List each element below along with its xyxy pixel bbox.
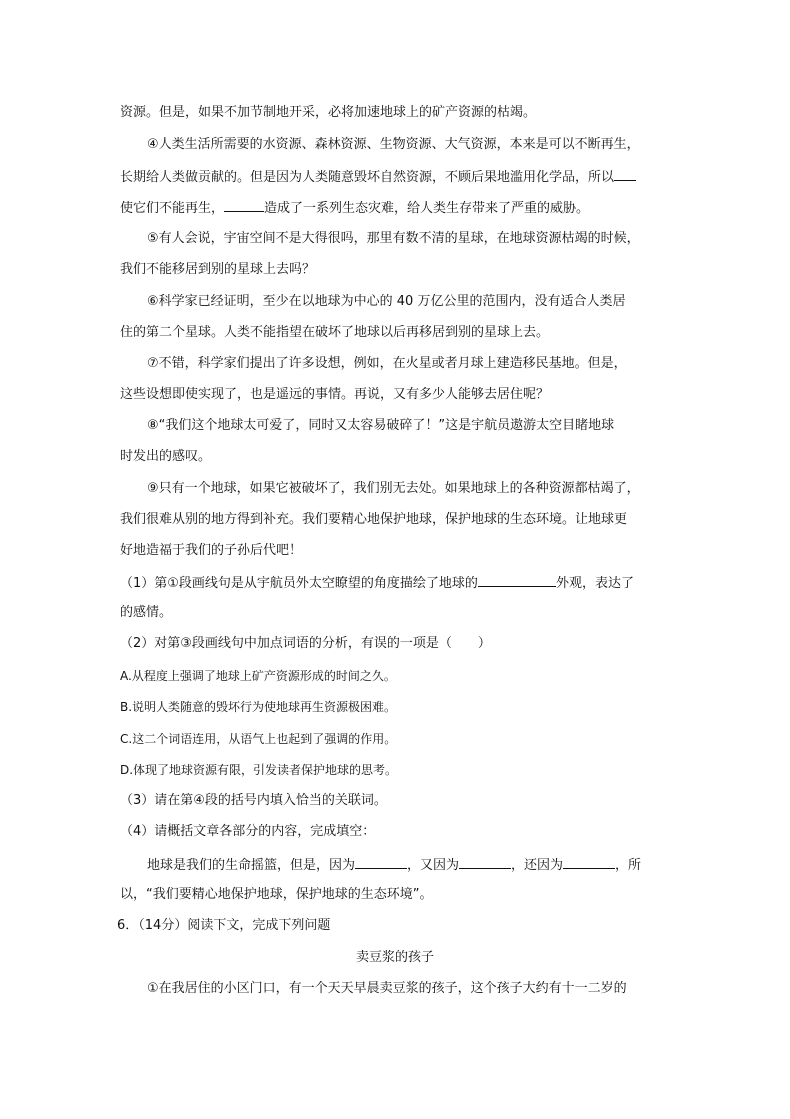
question-1-line-2: 的感情。 [120,605,173,620]
paragraph-5-line-1: ⑤有人会说，宇宙空间不是大得很吗，那里有数不清的星球，在地球资源枯竭的时候， [147,231,640,246]
paragraph-9-line-1: ⑨只有一个地球，如果它被破坏了，我们别无去处。如果地球上的各种资源都枯竭了， [147,481,640,496]
paragraph-9-line-2: 我们很难从别的地方得到补充。我们要精心地保护地球，保护地球的生态环境。让地球更 [120,512,628,527]
paragraph-5-line-2: 我们不能移居到别的星球上去吗？ [120,262,316,277]
fill-text-c: ，还因为 [511,858,564,873]
answer-blank [614,166,636,181]
question-1-text-a: （1）第①段画线句是从宇航员外太空瞭望的角度描绘了地球的 [120,576,478,591]
paragraph-6-line-2: 住的第二个星球。人类不能指望在破坏了地球以后再移居到别的星球上去。 [120,325,550,340]
question-4-fill-line-1 [147,854,641,876]
story-title: 卖豆浆的孩子 [355,950,434,965]
answer-blank [355,854,407,869]
paragraph-3-end: 资源。但是，如果不加节制地开采，必将加速地球上的矿产资源的枯竭。 [120,105,537,120]
paragraph-8-line-2: 时发出的感叹。 [120,449,212,464]
answer-blank [224,197,264,212]
option-a: A.从程度上强调了地球上矿产资源形成的时间之久。 [120,669,396,683]
answer-blank [563,854,615,869]
answer-blank [478,572,556,587]
paragraph-4-line-3-text-b: 造成了一系列生态灾难，给人类生存带来了严重的威胁。 [264,201,590,216]
answer-blank [459,854,511,869]
option-b: B.说明人类随意的毁坏行为使地球再生资源极困难。 [120,700,397,714]
paragraph-4-line-2 [120,166,636,188]
story-paragraph-1-line-1: ①在我居住的小区门口，有一个天天早晨卖豆浆的孩子，这个孩子大约有十一二岁的 [147,981,627,996]
question-1-line-1 [120,572,634,594]
question-3: （3）请在第④段的括号内填入恰当的关联词。 [120,793,387,808]
paragraph-8-line-1: ⑧“我们这个地球太可爱了，同时又太容易破碎了！”这是宇航员遨游太空目睹地球 [147,418,615,433]
option-c: C.这二个词语连用，从语气上也起到了强调的作用。 [120,732,397,746]
question-4: （4）请概括文章各部分的内容，完成填空： [120,824,376,839]
question-4-fill-line-2: 以，“我们要精心地保护地球，保护地球的生态环境”。 [120,887,433,902]
paragraph-9-line-3: 好地造福于我们的子孙后代吧！ [120,543,303,558]
paragraph-7-line-1: ⑦不错，科学家们提出了许多设想，例如，在火星或者月球上建造移民基地。但是， [147,356,627,371]
option-d: D.体现了地球资源有限，引发读者保护地球的思考。 [120,763,398,777]
fill-text-b: ，又因为 [407,858,460,873]
fill-text-d: ，所 [615,858,642,873]
question-1-text-b: 外观，表达了 [555,576,634,591]
paragraph-7-line-2: 这些设想即使实现了，也是遥远的事情。再说，又有多少人能够去居住呢？ [120,387,550,402]
paragraph-4-line-3-text-a: 使它们不能再生， [120,201,225,216]
paragraph-4-line-2-text: 长期给人类做贡献的。但是因为人类随意毁坏自然资源，不顾后果地滥用化学品，所以 [120,170,615,185]
paragraph-4-line-3 [120,197,589,219]
section-6-header: 6．（14分）阅读下文，完成下列问题 [117,918,331,933]
paragraph-4-line-1: ④人类生活所需要的水资源、森林资源、生物资源、大气资源，本来是可以不断再生， [147,137,640,152]
fill-text-a: 地球是我们的生命摇篮，但是，因为 [147,858,356,873]
paragraph-6-line-1: ⑥科学家已经证明，至少在以地球为中心的 40 万亿公里的范围内，没有适合人类居 [147,294,626,309]
question-2: （2）对第③段画线句中加点词语的分析，有误的一项是（ ） [120,636,491,651]
